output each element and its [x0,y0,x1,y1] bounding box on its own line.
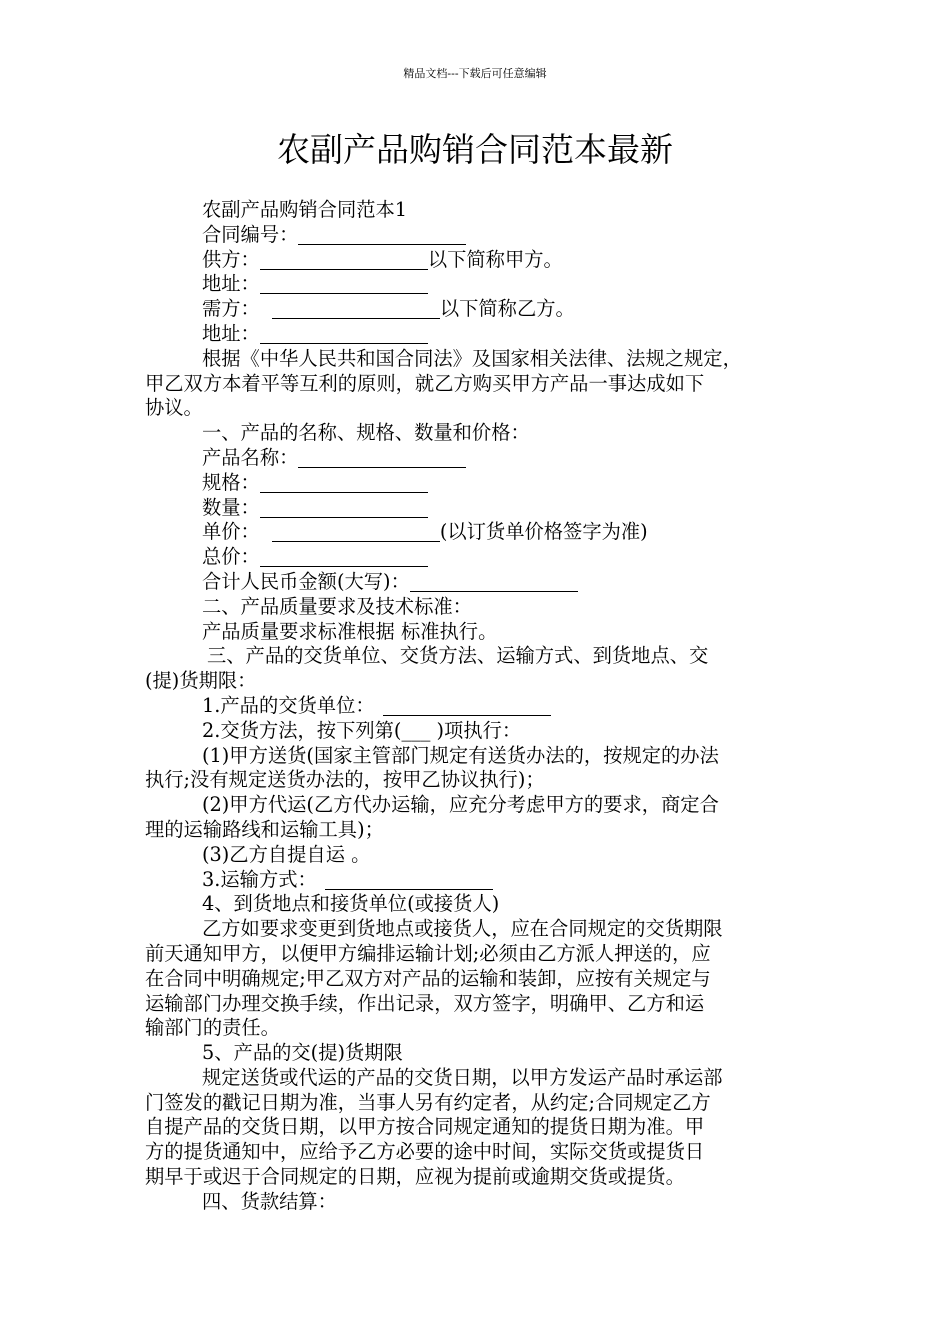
supplier-address-line [145,272,810,297]
total-price-label: 总价： [202,545,260,569]
delivery-unit-line [145,694,810,719]
contract-number-label: 合同编号： [202,222,299,246]
unit-price-label: 单价： [202,520,260,544]
preamble-line-2: 甲乙双方本着平等互利的原则，就乙方购买甲方产品一事达成如下 [145,371,705,395]
unit-price-blank [272,523,440,542]
option-2-line-2: 理的运输路线和运输工具)； [145,817,384,841]
option-1-line-1: (1)甲方送货(国家主管部门规定有送货办法的，按规定的办法 [202,743,719,767]
delivery-period-para-5: 期早于或迟于合同规定的日期，应视为提前或逾期交货或提货。 [145,1165,685,1189]
buyer-address-label: 地址： [202,321,260,345]
contract-number-line [145,223,810,248]
spec-line [145,471,810,496]
buyer-line [145,297,810,322]
buyer-address-line [145,322,810,347]
supplier-address-blank [260,275,428,294]
delivery-unit-blank [383,697,551,716]
option-2-line-1: (2)甲方代运(乙方代办运输，应充分考虑甲方的要求，商定合 [202,793,719,817]
option-1-line-2: 执行;没有规定送货办法的，按甲乙协议执行)； [145,768,545,792]
unit-price-line [145,520,810,545]
page-header: 精品文档---下载后可任意编辑 [403,67,547,80]
destination-para-4: 运输部门办理交换手续，作出记录，双方签字，明确甲、乙方和运 [145,991,705,1015]
total-price-blank [260,548,428,567]
buyer-label: 需方： [202,297,260,321]
destination-para-3: 在合同中明确规定;甲乙双方对产品的运输和装卸，应按有关规定与 [145,966,711,990]
supplier-label: 供方： [202,247,260,271]
quantity-label: 数量： [202,495,260,519]
transport-method-label: 3.运输方式： [202,867,317,891]
transport-method-blank [325,871,493,890]
delivery-period-para-4: 方的提货通知中，应给予乙方必要的途中时间，实际交货或提货日 [145,1140,705,1164]
product-name-label: 产品名称： [202,445,299,469]
unit-price-note: (以订货单价格签字为准) [439,520,648,544]
delivery-period-heading: 5、产品的交(提)货期限 [202,1041,403,1065]
total-rmb-blank [410,573,578,592]
preamble-line-1: 根据《中华人民共和国合同法》及国家相关法律、法规之规定， [202,346,742,370]
supplier-blank [260,251,428,270]
total-rmb-label: 合计人民币金额(大写)： [202,569,410,593]
product-name-line [145,446,810,471]
buyer-blank [272,300,440,319]
total-price-line [145,545,810,570]
delivery-period-para-3: 自提产品的交货日期，以甲方按合同规定通知的提货日期为准。甲 [145,1115,705,1139]
document-body [145,198,810,1215]
spec-blank [260,474,428,493]
destination-para-1: 乙方如要求变更到货地点或接货人，应在合同规定的交货期限 [202,917,723,941]
delivery-period-para-1: 规定送货或代运的产品的交货日期，以甲方发运产品时承运部 [202,1065,723,1089]
document-title: 农副产品购销合同范本最新 [277,130,673,169]
quantity-blank [260,499,428,518]
delivery-period-para-2: 门签发的戳记日期为准，当事人另有约定者，从约定;合同规定乙方 [145,1090,711,1114]
spec-label: 规格： [202,470,260,494]
option-3-line: (3)乙方自提自运 。 [202,842,371,866]
section-2-heading: 二、产品质量要求及技术标准： [202,594,472,618]
total-rmb-line [145,570,810,595]
quality-standard-line: 产品质量要求标准根据 标准执行。 [202,619,498,643]
section-4-heading: 四、货款结算： [202,1189,337,1213]
quantity-line [145,496,810,521]
supplier-line [145,248,810,273]
contract-number-blank [298,226,466,245]
supplier-address-label: 地址： [202,272,260,296]
contract-subtitle: 农副产品购销合同范本1 [202,198,408,221]
destination-para-2: 前天通知甲方，以便甲方编排运输计划;必须由乙方派人押送的，应 [145,941,711,965]
delivery-unit-label: 1.产品的交货单位： [202,693,375,717]
section-3-heading-2: (提)货期限： [145,669,257,693]
section-3-heading-1: 三、产品的交货单位、交货方法、运输方式、到货地点、交 [207,644,709,668]
preamble-line-3: 协议。 [145,396,203,420]
product-name-blank [298,449,466,468]
transport-method-line [145,868,810,893]
supplier-note: 以下简称甲方。 [427,247,563,271]
buyer-address-blank [260,325,428,344]
destination-heading: 4、到货地点和接货单位(或接货人) [202,892,500,916]
destination-para-5: 输部门的责任。 [145,1016,280,1040]
buyer-note: 以下简称乙方。 [439,297,575,321]
delivery-method-line: 2.交货方法，按下列第(___ )项执行： [202,718,522,742]
section-1-heading: 一、产品的名称、规格、数量和价格： [202,421,530,445]
